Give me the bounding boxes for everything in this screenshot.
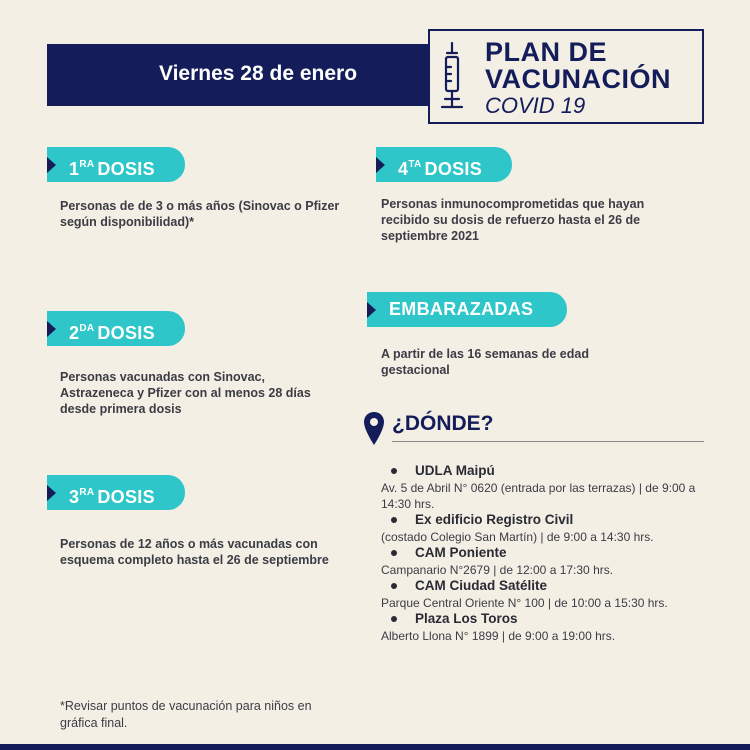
dose-1-suffix: RA (79, 159, 95, 170)
dose-1-number: 1 (69, 159, 80, 179)
dose-3-tag (47, 475, 185, 510)
location-item (381, 544, 711, 578)
dose-1-description: Personas de de 3 o más años (Sinovac o Pfizer según disponibilidad)* (60, 199, 340, 229)
pregnant-label: EMBARAZADAS (389, 299, 534, 319)
location-address: Alberto Llona N° 1899 | de 9:00 a 19:00 hrs. (381, 629, 616, 643)
location-address: Parque Central Oriente N° 100 | de 10:00 a 15:30 hrs. (381, 596, 668, 610)
where-title: ¿DÓNDE? (392, 412, 494, 435)
dose-4-description: Personas inmunocomprometidas que hayan recibido su dosis de refuerzo hasta el 26 de septiembre 2021 (381, 197, 645, 243)
location-name: UDLA Maipú (381, 462, 711, 480)
dose-4-number: 4 (398, 159, 409, 179)
dose-4-tag (376, 147, 512, 182)
header-date: Viernes 28 de enero (158, 62, 358, 85)
header-bar (47, 44, 429, 106)
location-item (381, 610, 711, 644)
title-line-2: VACUNACIÓN (485, 64, 671, 94)
location-name: CAM Ciudad Satélite (381, 577, 711, 595)
dose-3-label: DOSIS (97, 487, 155, 507)
location-name: CAM Poniente (381, 544, 711, 562)
dose-2-number: 2 (69, 323, 80, 343)
dose-1-tag (47, 147, 185, 182)
bottom-bar (0, 744, 750, 750)
dose-2-description: Personas vacunadas con Sinovac, Astrazeneca y Pfizer con al menos 28 días desde primera dosis (60, 370, 311, 416)
dose-1-label: DOSIS (97, 159, 155, 179)
location-item (381, 577, 711, 611)
location-pin-icon (363, 411, 385, 447)
location-name: Plaza Los Toros (381, 610, 711, 628)
title-box (428, 29, 704, 124)
dose-4-suffix: TA (408, 159, 422, 170)
pregnant-description: A partir de las 16 semanas de edad gestacional (381, 347, 589, 377)
location-address: (costado Colegio San Martín) | de 9:00 a 14:30 hrs. (381, 530, 654, 544)
title-line-1: PLAN DE (485, 37, 608, 67)
location-name: Ex edificio Registro Civil (381, 511, 711, 529)
dose-2-tag (47, 311, 185, 346)
dose-2-label: DOSIS (97, 323, 155, 343)
title-line-3: COVID 19 (485, 93, 586, 118)
dose-3-number: 3 (69, 487, 80, 507)
dose-3-suffix: RA (79, 487, 95, 498)
location-item (381, 511, 711, 545)
pregnant-tag (367, 292, 567, 327)
where-divider (392, 441, 704, 442)
dose-2-suffix: DA (79, 323, 95, 334)
footnote: *Revisar puntos de vacunación para niños en gráfica final. (60, 699, 312, 730)
location-address: Campanario N°2679 | de 12:00 a 17:30 hrs. (381, 563, 614, 577)
dose-4-label: DOSIS (424, 159, 483, 179)
dose-3-description: Personas de 12 años o más vacunadas con esquema completo hasta el 26 de septiembre (60, 537, 329, 567)
location-address: Av. 5 de Abril N° 0620 (entrada por las terrazas) | de 9:00 a 14:30 hrs. (381, 481, 696, 511)
location-item (381, 462, 711, 512)
syringe-icon (438, 41, 466, 115)
